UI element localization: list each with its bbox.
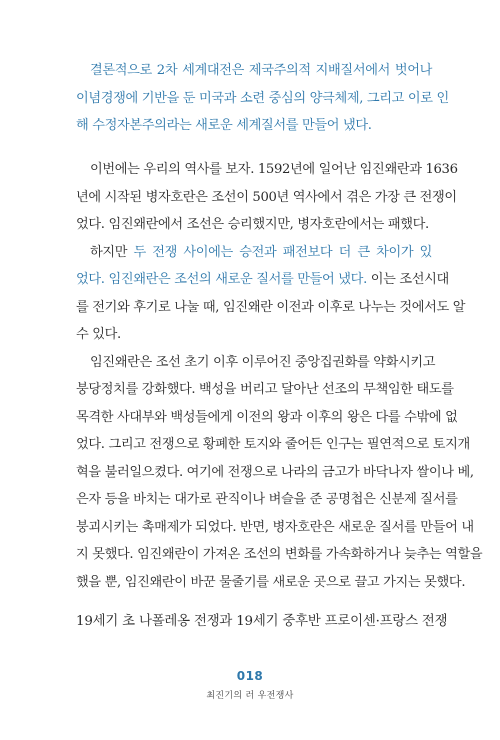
quote-line: 결론적으로 2차 세계대전은 제국주의적 지배질서에서 벗어나 [90,63,432,78]
paragraph-line: 수 있다. [76,327,121,342]
quote-line: 해 수정자본주의라는 새로운 세계질서를 만들어 냈다. [76,118,372,133]
page-number: 018 [236,669,264,683]
paragraph-line: 혁을 불러일으켰다. 여기에 전쟁으로 나라의 금고가 바닥나자 쌀이나 베, [76,464,474,480]
section-caption: 19세기 초 나폴레옹 전쟁과 19세기 중후반 프로이센·프랑스 전쟁 [76,614,448,629]
paragraph-line: 목격한 사대부와 백성들에게 이전의 왕과 이후의 왕은 다를 수밖에 없 [76,409,458,425]
body-text [76,156,483,596]
paragraph-line: 년에 시작된 병자호란은 조선이 500년 역사에서 겪은 가장 큰 전쟁이 [76,189,457,205]
paragraph-line [76,266,449,294]
paragraph-line: 임진왜란은 조선 초기 이후 이루어진 중앙집권화를 약화시키고 [90,354,436,370]
paragraph-line: 를 전기와 후기로 나눌 때, 임진왜란 이전과 이후로 나누는 것에서도 알 [76,299,466,315]
paragraph-line: 했을 뿐, 임진왜란이 바꾼 물줄기를 새로운 곳으로 끌고 가지는 못했다. [76,574,466,590]
paragraph-line: 이번에는 우리의 역사를 보자. 1592년에 일어난 임진왜란과 1636 [90,162,458,177]
paragraph-line: 붕당정치를 강화했다. 백성을 버리고 달아난 선조의 무책임한 태도를 [76,382,454,397]
paragraph-line [76,239,432,267]
paragraph-line: 은자 등을 바치는 대가로 관직이나 벼슬을 준 공명첩은 신분제 질서를 [76,492,458,507]
paragraph-text: 하지만 [90,244,134,260]
book-title-footer: 최진기의 러 우전쟁사 [206,691,294,701]
paragraph-text: 이는 조선시대 [366,272,449,287]
highlighted-text: 었다. 임진왜란은 조선의 새로운 질서를 만들어 냈다. [76,272,367,287]
paragraph-line: 었다. 그리고 전쟁으로 황폐한 토지와 줄어든 인구는 필연적으로 토지개 [76,437,470,452]
paragraph-line: 었다. 임진왜란에서 조선은 승리했지만, 병자호란에서는 패했다. [76,217,429,232]
paragraph-line: 지 못했다. 임진왜란이 가져온 조선의 변화를 가속화하거나 늦추는 역할을 [76,547,483,562]
highlighted-text: 두 전쟁 사이에는 승전과 패전보다 더 큰 차이가 있 [133,244,432,260]
quote-line: 이념경쟁에 기반을 둔 미국과 소련 중심의 양극체제, 그리고 이로 인 [76,90,449,106]
highlighted-quote [76,57,449,140]
paragraph-line: 붕괴시키는 촉매제가 되었다. 반면, 병자호란은 새로운 질서를 만들어 내 [76,519,474,535]
